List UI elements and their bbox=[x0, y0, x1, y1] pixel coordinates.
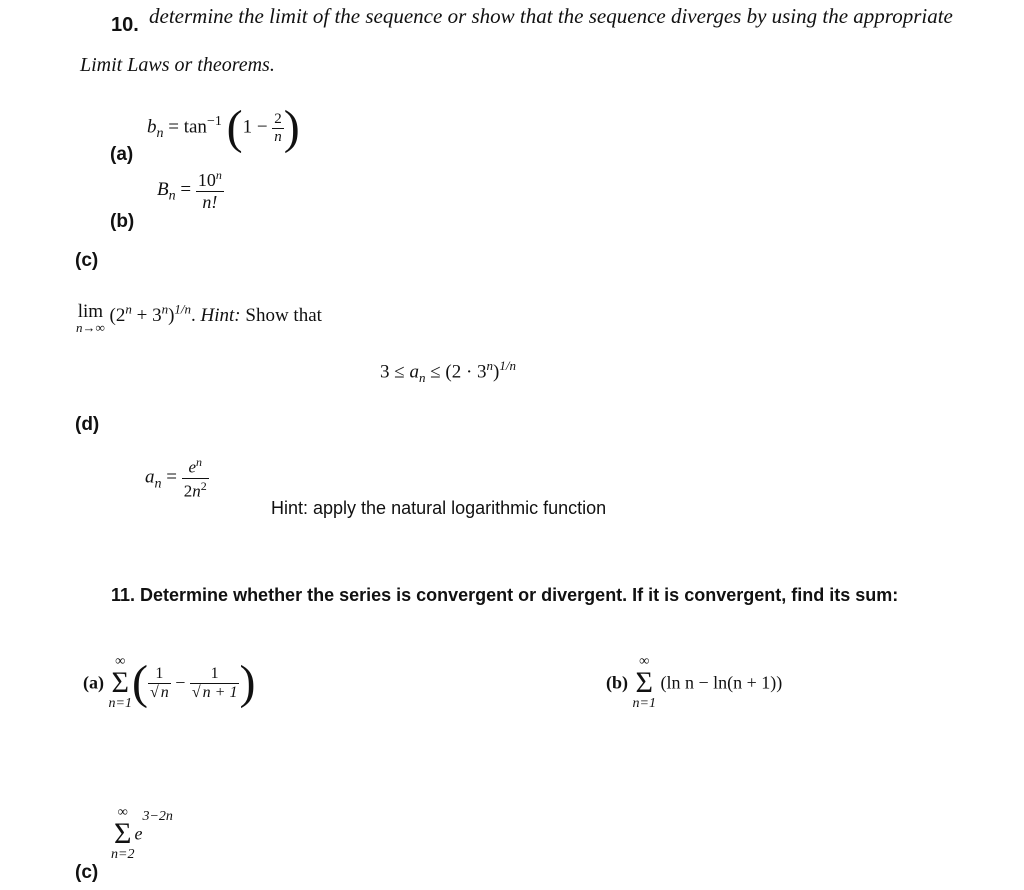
problem-10b-label: (b) bbox=[110, 211, 135, 232]
hint-label: Hint: bbox=[200, 305, 241, 327]
sigma-symbol: Σ bbox=[113, 817, 132, 850]
inner-one: 1 bbox=[242, 116, 253, 138]
ineq-a-sub: n bbox=[418, 370, 426, 386]
sum-lower-limit: n=1 bbox=[108, 696, 132, 711]
fraction-denominator bbox=[182, 478, 209, 502]
B-sub: n bbox=[168, 188, 176, 204]
left-paren: ( bbox=[226, 101, 243, 154]
fraction-denominator: √ n bbox=[149, 683, 169, 701]
problem-11-heading: 11. Determine whether the series is convergent or divergent. If it is convergent, find its sum: bbox=[111, 585, 899, 605]
equals-sign: = bbox=[166, 466, 177, 488]
fraction-numerator: 1 bbox=[155, 664, 164, 682]
problem-10c-inequality bbox=[380, 358, 516, 386]
problem-11c-label: (c) bbox=[75, 862, 99, 883]
tan-function: tan bbox=[183, 116, 207, 138]
problem-10d-hint: Hint: apply the natural logarithmic function bbox=[271, 498, 607, 518]
sum-lower-limit: n=1 bbox=[632, 696, 656, 711]
problem-11c-formula bbox=[111, 806, 173, 862]
ineq-close: ) bbox=[493, 361, 500, 383]
a-symbol: a bbox=[145, 466, 155, 488]
problem-10b-formula bbox=[157, 168, 224, 213]
expr-period: . bbox=[191, 305, 196, 327]
sum-upper-limit: ∞ bbox=[115, 654, 126, 669]
fraction-denominator: n! bbox=[196, 191, 224, 213]
problem-10c-formula bbox=[76, 302, 322, 334]
ineq-left: 3 ≤ bbox=[380, 361, 410, 383]
e-exponent: n bbox=[195, 455, 202, 469]
sqrt-n: n bbox=[160, 683, 169, 701]
summation-sign bbox=[633, 655, 656, 711]
limit-expression bbox=[109, 302, 322, 327]
fraction-10n-over-nfactorial bbox=[196, 168, 224, 213]
lim-text: lim bbox=[77, 301, 104, 322]
problem-10d-label: (d) bbox=[75, 414, 100, 435]
sum-upper-limit: ∞ bbox=[639, 654, 650, 669]
fraction-numerator: 1 bbox=[210, 664, 219, 682]
problem-10-intro-line2: Limit Laws or theorems. bbox=[80, 54, 275, 76]
expr-part2: + 3 bbox=[131, 305, 162, 327]
summation-sign bbox=[109, 655, 132, 711]
sqrt-n-plus-1: n + 1 bbox=[202, 683, 238, 701]
e-base: e bbox=[134, 823, 143, 844]
b-sub: n bbox=[156, 126, 164, 142]
fraction-numerator: 2 bbox=[274, 110, 282, 127]
a-sub: n bbox=[154, 476, 162, 492]
fraction-numerator bbox=[182, 455, 209, 478]
problem-11b-label: (b) bbox=[606, 672, 628, 693]
expr-part1: (2 bbox=[109, 305, 126, 327]
minus-sign: − bbox=[256, 116, 268, 138]
problem-11a-label: (a) bbox=[83, 672, 104, 693]
sigma-symbol: Σ bbox=[635, 666, 653, 699]
ineq-exponent-n: n bbox=[486, 358, 494, 373]
den-two: 2 bbox=[183, 481, 193, 501]
minus-sign: − bbox=[175, 672, 186, 693]
problem-10c-label: (c) bbox=[75, 250, 99, 271]
problem-10-number: 10. bbox=[111, 14, 139, 36]
problem-11a-formula bbox=[83, 655, 255, 711]
e-exponent: 3−2n bbox=[142, 809, 173, 825]
ten: 10 bbox=[197, 170, 216, 190]
problem-10-intro-line1: determine the limit of the sequence or show that the sequence diverges by using the appropriate bbox=[149, 4, 953, 28]
exponent-n1: n bbox=[125, 302, 132, 317]
fraction-numerator bbox=[196, 168, 224, 191]
sum-lower-limit: n=2 bbox=[111, 847, 135, 862]
sum-upper-limit: ∞ bbox=[117, 805, 128, 820]
b-symbol: b bbox=[147, 116, 157, 138]
limit-operator bbox=[76, 302, 105, 334]
left-paren: ( bbox=[131, 656, 148, 709]
hint-text: Show that bbox=[245, 305, 322, 327]
ineq-exponent-1-over-n: 1/n bbox=[499, 358, 516, 373]
fraction-denominator: n bbox=[274, 128, 282, 145]
tan-exponent: −1 bbox=[206, 114, 222, 130]
summation-sign bbox=[111, 806, 134, 862]
problem-11b-formula bbox=[606, 655, 782, 711]
equals-sign: = bbox=[180, 178, 192, 200]
fraction-1-over-sqrt-n bbox=[148, 665, 171, 702]
expr-close: ) bbox=[168, 305, 175, 327]
ten-exponent: n bbox=[215, 168, 222, 182]
fraction-1-over-sqrt-n-plus-1 bbox=[190, 665, 240, 702]
fraction-en-over-2n2 bbox=[182, 455, 209, 501]
right-paren: ) bbox=[239, 656, 256, 709]
ineq-right: ≤ (2 · 3 bbox=[425, 361, 487, 383]
fraction-denominator: √ n + 1 bbox=[191, 683, 238, 701]
den-n: n bbox=[192, 481, 201, 501]
problem-10a-formula bbox=[147, 101, 300, 154]
equals-sign: = bbox=[168, 116, 179, 138]
lim-subscript: n→∞ bbox=[76, 320, 105, 335]
ineq-a: a bbox=[409, 361, 419, 383]
problem-10d-formula bbox=[145, 455, 209, 501]
exponent-1-over-n: 1/n bbox=[174, 302, 192, 317]
den-exponent: 2 bbox=[200, 478, 207, 493]
problem-10a-label: (a) bbox=[110, 144, 134, 165]
e-base: e bbox=[188, 457, 196, 477]
sigma-symbol: Σ bbox=[111, 666, 129, 699]
exponent-n2: n bbox=[161, 302, 169, 317]
series-expression: (ln n − ln(n + 1)) bbox=[660, 672, 783, 693]
B-symbol: B bbox=[157, 178, 169, 200]
fraction-2-over-n bbox=[272, 111, 284, 146]
right-paren: ) bbox=[283, 101, 300, 154]
